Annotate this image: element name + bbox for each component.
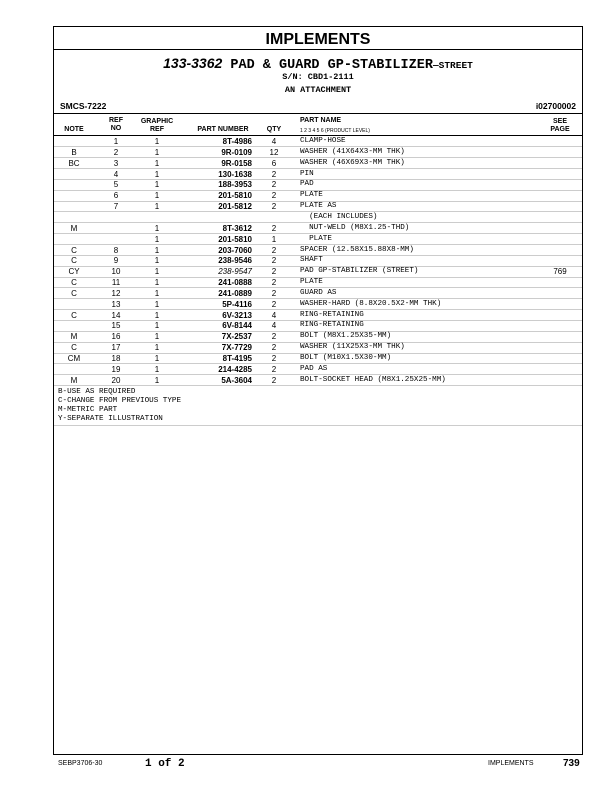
qty-cell: 2 bbox=[271, 245, 277, 255]
ref-cell: 15 bbox=[111, 321, 121, 331]
part-name-cell: WASHER (41X64X3-MM THK) bbox=[300, 147, 405, 156]
page-number: 739 bbox=[563, 758, 580, 769]
ref-cell: 7 bbox=[113, 202, 119, 212]
qty-cell: 1 bbox=[271, 234, 277, 244]
graphic-ref-cell: 1 bbox=[154, 332, 160, 342]
part-name-cell: PIN bbox=[300, 169, 314, 178]
ref-cell: 18 bbox=[111, 354, 121, 363]
qty-cell: 4 bbox=[271, 137, 277, 146]
note-cell: B bbox=[71, 147, 77, 157]
table-row bbox=[54, 375, 582, 386]
col-see-bottom: PAGE bbox=[550, 126, 570, 133]
col-part-number: PART NUMBER bbox=[197, 126, 249, 133]
part-name-cell: PLATE bbox=[300, 278, 323, 287]
note-cell: C bbox=[71, 343, 77, 353]
part-name-cell: (EACH INCLUDES) bbox=[300, 212, 378, 221]
graphic-ref-cell: 1 bbox=[154, 343, 160, 353]
footnote: M-METRIC PART bbox=[58, 405, 118, 414]
part-name-cell: PLATE bbox=[300, 191, 323, 200]
smcs-code: SMCS-7222 bbox=[60, 101, 107, 111]
part-name-cell: RING-RETAINING bbox=[300, 310, 364, 319]
graphic-ref-cell: 1 bbox=[154, 256, 160, 266]
graphic-ref-cell: 1 bbox=[154, 147, 160, 157]
document-id: SEBP3706-30 bbox=[58, 760, 103, 767]
col-graphic-bottom: REF bbox=[150, 126, 164, 133]
ref-cell: 14 bbox=[111, 310, 121, 320]
qty-cell: 4 bbox=[271, 310, 277, 320]
part-name-cell: BOLT (M10X1.5X30-MM) bbox=[300, 354, 392, 362]
part-number-cell: 201-5812 bbox=[218, 202, 252, 212]
qty-cell: 2 bbox=[271, 354, 277, 363]
part-number-cell: 6V-8144 bbox=[222, 321, 252, 331]
graphic-ref-cell: 1 bbox=[154, 267, 160, 277]
part-name-cell: PLATE bbox=[300, 234, 332, 243]
note-cell: M bbox=[70, 375, 78, 385]
table-row bbox=[54, 299, 582, 310]
table-row bbox=[54, 320, 582, 331]
part-number-cell: 188-3953 bbox=[218, 180, 252, 190]
table-row bbox=[54, 201, 582, 212]
col-ref bbox=[104, 117, 128, 133]
group-name: PAD & GUARD GP-STABILIZER bbox=[230, 58, 433, 73]
ref-cell: 19 bbox=[111, 364, 121, 374]
qty-cell: 2 bbox=[271, 343, 277, 353]
part-name-cell: PAD AS bbox=[300, 364, 328, 373]
footer-section: IMPLEMENTS bbox=[488, 760, 534, 767]
qty-cell: 2 bbox=[271, 256, 277, 266]
ref-cell: 9 bbox=[113, 256, 119, 266]
note-cell: C bbox=[71, 245, 77, 255]
note-cell: M bbox=[70, 223, 78, 233]
graphic-ref-cell: 1 bbox=[154, 310, 160, 320]
part-name-cell: GUARD AS bbox=[300, 288, 337, 297]
divider bbox=[54, 113, 582, 114]
page-title bbox=[54, 55, 582, 73]
graphic-ref-cell: 1 bbox=[154, 169, 160, 179]
ref-cell: 6 bbox=[113, 191, 119, 201]
part-name-cell: BOLT-SOCKET HEAD (M8X1.25X25-MM) bbox=[300, 375, 446, 384]
qty-cell: 2 bbox=[271, 278, 277, 288]
ref-cell: 11 bbox=[111, 278, 121, 288]
part-name-cell: PAD bbox=[300, 180, 314, 189]
graphic-ref-cell: 1 bbox=[154, 278, 160, 288]
graphic-ref-cell: 1 bbox=[154, 202, 160, 212]
part-name-cell: BOLT (M8X1.25X35-MM) bbox=[300, 332, 392, 341]
qty-cell: 2 bbox=[271, 299, 277, 309]
part-number-cell: 8T-4986 bbox=[222, 137, 252, 146]
part-name-cell: NUT-WELD (M8X1.25-THD) bbox=[300, 223, 410, 232]
qty-cell: 2 bbox=[271, 332, 277, 342]
part-number-cell: 7X-7729 bbox=[221, 343, 252, 353]
col-note: NOTE bbox=[64, 126, 84, 133]
part-number-cell: 241-0889 bbox=[218, 288, 252, 298]
table-row bbox=[54, 288, 582, 299]
ref-cell: 16 bbox=[111, 332, 121, 342]
col-graphic-top: GRAPHIC bbox=[140, 118, 174, 125]
qty-cell: 4 bbox=[271, 321, 277, 331]
table-row bbox=[54, 310, 582, 321]
col-ref-bottom: NO bbox=[110, 125, 122, 132]
graphic-ref-cell: 1 bbox=[154, 288, 160, 298]
ref-cell: 20 bbox=[111, 375, 121, 385]
part-number-cell: 203-7060 bbox=[218, 245, 252, 255]
table-row bbox=[54, 179, 582, 190]
qty-cell: 2 bbox=[271, 288, 277, 298]
part-number-cell: 201-5810 bbox=[218, 191, 252, 201]
attachment-label: AN ATTACHMENT bbox=[284, 85, 352, 95]
qty-cell: 12 bbox=[269, 147, 279, 157]
ref-cell: 3 bbox=[113, 158, 119, 168]
see-page-cell: 769 bbox=[553, 267, 567, 277]
serial-number: S/N: CBD1-2111 bbox=[282, 72, 354, 82]
qty-cell: 2 bbox=[271, 364, 277, 374]
footnote: C-CHANGE FROM PREVIOUS TYPE bbox=[58, 396, 182, 405]
qty-cell: 2 bbox=[271, 191, 277, 201]
note-cell: CY bbox=[68, 267, 80, 277]
part-name-cell: RING-RETAINING bbox=[300, 321, 364, 330]
part-name-cell: WASHER-HARD (8.8X20.5X2-MM THK) bbox=[300, 299, 442, 308]
graphic-ref-cell: 1 bbox=[154, 234, 160, 244]
part-name-cell: CLAMP-HOSE bbox=[300, 137, 346, 145]
part-number-cell: 9R-0158 bbox=[221, 158, 252, 168]
product-level: 1 2 3 4 5 6 (PRODUCT LEVEL) bbox=[300, 128, 370, 134]
col-part-name: PART NAME bbox=[300, 117, 342, 124]
table-row bbox=[54, 169, 582, 180]
table-row bbox=[54, 277, 582, 288]
part-number-cell: 5A-3604 bbox=[221, 375, 252, 385]
col-see-top: SEE bbox=[552, 118, 567, 125]
section-title: IMPLEMENTS bbox=[54, 30, 582, 50]
qty-cell: 2 bbox=[271, 223, 277, 233]
graphic-ref-cell: 1 bbox=[154, 180, 160, 190]
note-cell: M bbox=[70, 332, 78, 342]
page-count: 1 of 2 bbox=[145, 758, 185, 770]
graphic-ref-cell: 1 bbox=[154, 299, 160, 309]
table-row bbox=[54, 212, 582, 223]
graphic-ref-cell: 1 bbox=[154, 158, 160, 168]
qty-cell: 2 bbox=[271, 180, 277, 190]
col-graphic-ref bbox=[137, 118, 177, 134]
part-number-cell: 214-4285 bbox=[218, 364, 252, 374]
graphic-ref-cell: 1 bbox=[154, 375, 160, 385]
part-number-cell: 8T-4195 bbox=[222, 354, 252, 363]
part-name-cell: PAD GP-STABILIZER (STREET) bbox=[300, 267, 419, 276]
note-cell: C bbox=[71, 288, 77, 298]
part-number-cell: 130-1638 bbox=[218, 169, 252, 179]
note-cell: C bbox=[71, 310, 77, 320]
ref-cell: 1 bbox=[113, 137, 119, 146]
part-number-cell: 238-9546 bbox=[218, 256, 252, 266]
table-row bbox=[54, 136, 582, 147]
part-name-cell: WASHER (46X69X3-MM THK) bbox=[300, 158, 405, 167]
table-row bbox=[54, 353, 582, 364]
ref-cell: 13 bbox=[111, 299, 121, 309]
graphic-ref-cell: 1 bbox=[154, 191, 160, 201]
ref-cell: 4 bbox=[113, 169, 119, 179]
table-row bbox=[54, 158, 582, 169]
group-part-number: 133-3362 bbox=[163, 55, 223, 71]
group-name-suffix: —STREET bbox=[432, 60, 473, 71]
part-number-cell: 6V-3213 bbox=[222, 310, 252, 320]
ref-cell: 2 bbox=[113, 147, 119, 157]
table-row bbox=[54, 255, 582, 266]
part-number-cell: 8T-3612 bbox=[222, 223, 252, 233]
qty-cell: 6 bbox=[271, 158, 277, 168]
part-number-cell: 238-9547 bbox=[218, 267, 252, 277]
qty-cell: 2 bbox=[271, 267, 277, 277]
graphic-ref-cell: 1 bbox=[154, 364, 160, 374]
table-row bbox=[54, 342, 582, 353]
part-number-cell: 7X-2537 bbox=[221, 332, 252, 342]
graphic-ref-cell: 1 bbox=[154, 223, 160, 233]
ref-cell: 12 bbox=[111, 288, 121, 298]
table-row bbox=[54, 234, 582, 245]
ref-cell: 10 bbox=[111, 267, 121, 277]
note-cell: BC bbox=[68, 158, 80, 168]
col-qty: QTY bbox=[266, 126, 282, 133]
footnote: B-USE AS REQUIRED bbox=[58, 387, 136, 396]
ref-cell: 5 bbox=[113, 180, 119, 190]
graphic-ref-cell: 1 bbox=[154, 245, 160, 255]
graphic-ref-cell: 1 bbox=[154, 354, 160, 363]
table-row bbox=[54, 147, 582, 158]
part-name-cell: PLATE AS bbox=[300, 202, 337, 211]
table-row bbox=[54, 223, 582, 234]
part-name-cell: WASHER (11X25X3-MM THK) bbox=[300, 343, 405, 352]
part-number-cell: 201-5810 bbox=[218, 234, 252, 244]
table-row bbox=[54, 266, 582, 277]
ref-cell: 8 bbox=[113, 245, 119, 255]
note-cell: C bbox=[71, 256, 77, 266]
footnote: Y-SEPARATE ILLUSTRATION bbox=[58, 414, 163, 423]
col-see-page bbox=[544, 118, 576, 134]
note-cell: CM bbox=[67, 354, 81, 363]
part-number-cell: 241-0888 bbox=[218, 278, 252, 288]
page-frame bbox=[53, 26, 583, 755]
table-row bbox=[54, 331, 582, 342]
table-row bbox=[54, 245, 582, 256]
ref-cell: 17 bbox=[111, 343, 121, 353]
divider bbox=[54, 425, 582, 426]
qty-cell: 2 bbox=[271, 202, 277, 212]
table-row bbox=[54, 190, 582, 201]
note-cell: C bbox=[71, 278, 77, 288]
col-ref-top: REF bbox=[109, 117, 123, 124]
part-number-cell: 9R-0109 bbox=[221, 147, 252, 157]
graphic-ref-cell: 1 bbox=[154, 321, 160, 331]
table-row bbox=[54, 364, 582, 375]
graphic-ref-cell: 1 bbox=[154, 137, 160, 146]
part-name-cell: SHAFT bbox=[300, 256, 323, 265]
illustration-id: i02700002 bbox=[535, 101, 576, 111]
qty-cell: 2 bbox=[271, 169, 277, 179]
part-name-cell: SPACER (12.58X15.88X8-MM) bbox=[300, 245, 414, 254]
qty-cell: 2 bbox=[271, 375, 277, 385]
part-number-cell: 5P-4116 bbox=[222, 299, 252, 309]
